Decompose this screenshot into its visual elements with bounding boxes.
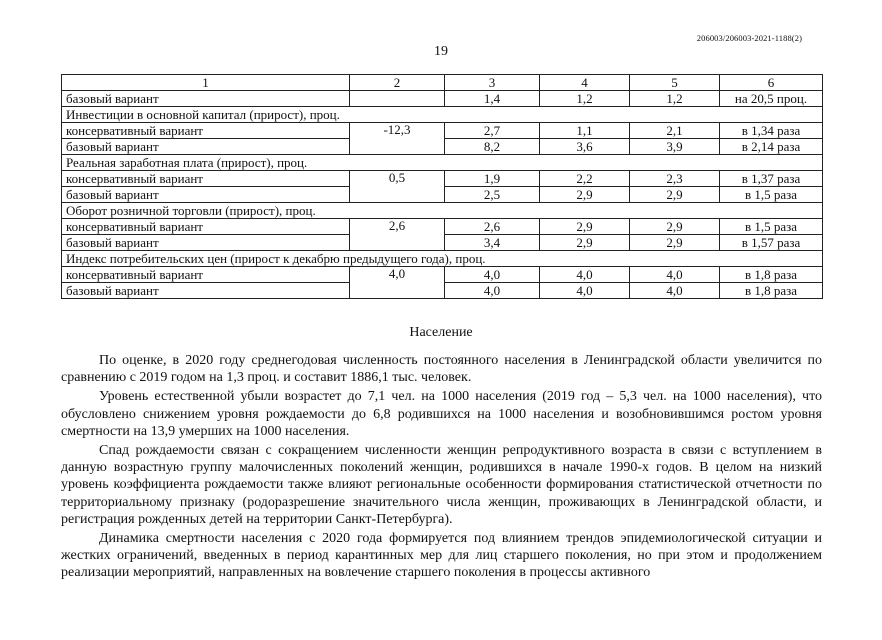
cell-col3: 8,2 <box>445 139 540 155</box>
cell-col5: 2,3 <box>630 171 720 187</box>
cell-col3: 1,9 <box>445 171 540 187</box>
cell-col2 <box>350 91 445 107</box>
column-header: 2 <box>350 75 445 91</box>
cell-col2: 2,6 <box>350 219 445 251</box>
cell-col3: 1,4 <box>445 91 540 107</box>
cell-col3: 2,5 <box>445 187 540 203</box>
paragraph: По оценке, в 2020 году среднегодовая численность постоянного населения в Ленинградской области увеличится по сравнению с 2019 годом на 1,3 проц. и составит 1886,1 тыс. человек. <box>61 353 822 386</box>
cell-col4: 2,9 <box>540 235 630 251</box>
cell-col4: 4,0 <box>540 283 630 299</box>
column-header: 5 <box>630 75 720 91</box>
section-title: Население <box>409 325 473 340</box>
cell-col6: в 1,37 раза <box>720 171 823 187</box>
cell-col5: 2,9 <box>630 187 720 203</box>
cell-col3: 2,7 <box>445 123 540 139</box>
table-section-row <box>62 203 823 219</box>
row-label: базовый вариант <box>62 283 350 299</box>
cell-col6: на 20,5 проц. <box>720 91 823 107</box>
table-row <box>62 171 823 187</box>
forecast-table <box>61 74 823 299</box>
row-label: консервативный вариант <box>62 123 350 139</box>
paragraph: Динамика смертности населения с 2020 года формируется под влиянием трендов эпидемиологической ситуации и жестких ограничений, введенных в период карантинных мер для лиц старшего поколения, но при этом и продолжением реализации мероприятий, направленных на вовлечение старшего поколения в процессы активного <box>61 531 822 581</box>
cell-col4: 3,6 <box>540 139 630 155</box>
table-header-row <box>62 75 823 91</box>
cell-col5: 4,0 <box>630 267 720 283</box>
table-section-row <box>62 107 823 123</box>
cell-col6: в 1,34 раза <box>720 123 823 139</box>
cell-col3: 4,0 <box>445 283 540 299</box>
table-row <box>62 91 823 107</box>
body-text <box>61 352 822 584</box>
row-label: консервативный вариант <box>62 171 350 187</box>
section-label: Инвестиции в основной капитал (прирост), проц. <box>62 107 823 123</box>
table-row <box>62 123 823 139</box>
section-label: Оборот розничной торговли (прирост), проц. <box>62 203 823 219</box>
cell-col2: 4,0 <box>350 267 445 299</box>
cell-col6: в 1,8 раза <box>720 283 823 299</box>
cell-col4: 2,9 <box>540 219 630 235</box>
row-label: базовый вариант <box>62 235 350 251</box>
cell-col4: 2,9 <box>540 187 630 203</box>
cell-col5: 3,9 <box>630 139 720 155</box>
page-number: 19 <box>434 44 448 59</box>
cell-col3: 4,0 <box>445 267 540 283</box>
row-label: базовый вариант <box>62 91 350 107</box>
table-row <box>62 267 823 283</box>
row-label: консервативный вариант <box>62 219 350 235</box>
table-section-row <box>62 251 823 267</box>
column-header: 6 <box>720 75 823 91</box>
cell-col6: в 1,57 раза <box>720 235 823 251</box>
cell-col5: 2,9 <box>630 235 720 251</box>
cell-col6: в 1,5 раза <box>720 187 823 203</box>
cell-col5: 1,2 <box>630 91 720 107</box>
cell-col2: -12,3 <box>350 123 445 155</box>
cell-col4: 4,0 <box>540 267 630 283</box>
section-label: Реальная заработная плата (прирост), проц. <box>62 155 823 171</box>
row-label: консервативный вариант <box>62 267 350 283</box>
column-header: 1 <box>62 75 350 91</box>
cell-col4: 1,1 <box>540 123 630 139</box>
column-header: 3 <box>445 75 540 91</box>
row-label: базовый вариант <box>62 139 350 155</box>
table-section-row <box>62 155 823 171</box>
cell-col5: 4,0 <box>630 283 720 299</box>
cell-col5: 2,9 <box>630 219 720 235</box>
cell-col3: 3,4 <box>445 235 540 251</box>
cell-col4: 2,2 <box>540 171 630 187</box>
paragraph: Спад рождаемости связан с сокращением численности женщин репродуктивного возраста в связи с вступлением в данную возрастную группу малочисленных поколений женщин, родившихся в начале 1990-х годов. В целом на низкий уровень коэффициента рождаемости также влияют региональные особенности формирования статистической отчетности по территориальному признаку (родоразрешение значительного числа женщин, проживающих в Ленинградской области, и регистрация рожденных детей на территории Санкт-Петербурга). <box>61 443 822 527</box>
table-row <box>62 219 823 235</box>
cell-col4: 1,2 <box>540 91 630 107</box>
cell-col6: в 2,14 раза <box>720 139 823 155</box>
cell-col2: 0,5 <box>350 171 445 203</box>
doc-code: 206003/206003-2021-1188(2) <box>696 33 802 43</box>
section-label: Индекс потребительских цен (прирост к декабрю предыдущего года), проц. <box>62 251 823 267</box>
cell-col6: в 1,8 раза <box>720 267 823 283</box>
cell-col3: 2,6 <box>445 219 540 235</box>
paragraph: Уровень естественной убыли возрастет до 7,1 чел. на 1000 населения (2019 год – 5,3 чел. на 1000 населения), что обусловлено снижением уровня рождаемости до 6,8 родившихся на 1000 населения и возобновившимся ростом уровня смертности на 13,9 умерших на 1000 населения. <box>61 389 822 439</box>
cell-col6: в 1,5 раза <box>720 219 823 235</box>
row-label: базовый вариант <box>62 187 350 203</box>
column-header: 4 <box>540 75 630 91</box>
cell-col5: 2,1 <box>630 123 720 139</box>
